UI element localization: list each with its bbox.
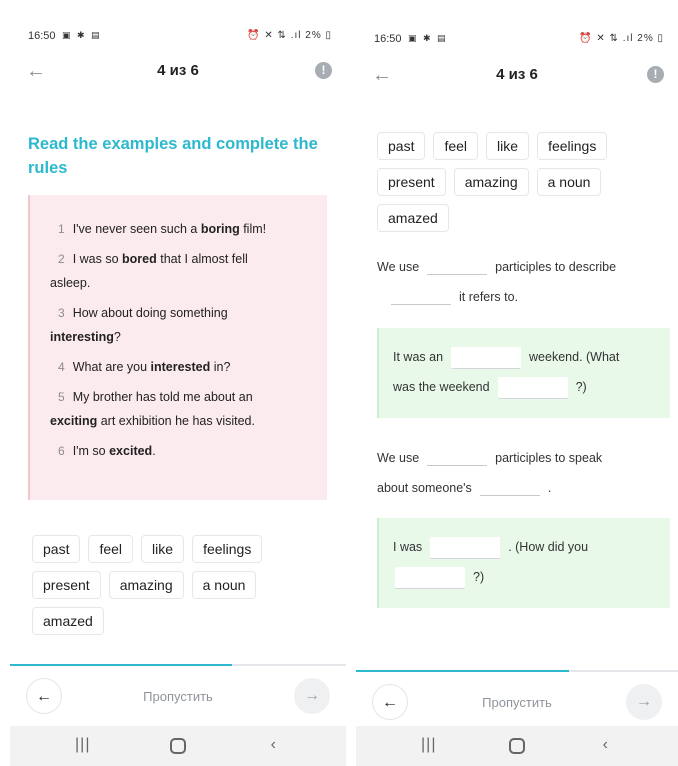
example-text: ?) (473, 570, 485, 584)
answer-blank[interactable] (480, 482, 540, 496)
word-chip-past[interactable]: past (32, 535, 80, 563)
word-chip-feel[interactable]: feel (433, 132, 478, 160)
rule-text: participles to speak (495, 451, 603, 465)
example-bold: exciting (50, 414, 98, 428)
examples-box (28, 195, 327, 500)
example-item (50, 247, 317, 295)
rule-2 (377, 443, 667, 503)
progress-fill (356, 670, 569, 672)
rule-1 (377, 252, 667, 312)
rule-text: about someone's (377, 481, 472, 495)
previous-button[interactable]: ← (26, 678, 62, 714)
rule-text: We use (377, 260, 420, 274)
example-item (58, 439, 317, 463)
notification-icons: ▣ ✱ ▤ (408, 33, 448, 43)
example-text: was the weekend (393, 380, 490, 394)
answer-blank[interactable] (395, 567, 465, 589)
word-chip-like[interactable]: like (141, 535, 184, 563)
right-screen (356, 22, 678, 766)
system-icons: ⏰ ✕ ⇅ .ıl 2% ▯ (579, 33, 664, 44)
word-chip-present[interactable]: present (32, 571, 101, 599)
system-back-icon[interactable]: ‹ (270, 736, 276, 753)
status-time: 16:50 (374, 33, 402, 45)
example-2-box (377, 518, 670, 608)
bottom-bar (10, 667, 346, 727)
example-text: in? (210, 360, 231, 374)
example-text: that I almost fell (156, 252, 248, 266)
example-number: 3 (58, 306, 65, 320)
top-bar (356, 62, 678, 90)
word-chip-a-noun[interactable]: a noun (192, 571, 257, 599)
example-text: My brother has told me about an (72, 390, 253, 404)
recent-apps-icon[interactable]: ||| (75, 736, 91, 753)
example-text: I've never seen such a (72, 222, 201, 236)
word-chip-amazed[interactable]: amazed (377, 204, 449, 232)
word-chip-amazing[interactable]: amazing (109, 571, 184, 599)
previous-button[interactable]: ← (372, 684, 408, 720)
step-counter: 4 из 6 (496, 66, 538, 83)
example-bold: interested (150, 360, 211, 374)
home-icon[interactable] (170, 738, 186, 754)
status-time: 16:50 (28, 30, 56, 42)
example-text: I'm so (72, 444, 110, 458)
example-text: weekend. (What (529, 350, 620, 364)
word-bank (377, 132, 667, 232)
example-number: 5 (58, 390, 65, 404)
example-text: What are you (72, 360, 151, 374)
progress-bar (10, 664, 346, 666)
skip-button[interactable]: Пропустить (143, 689, 213, 704)
example-text: I was so (72, 252, 123, 266)
android-nav-bar (10, 726, 346, 766)
example-number: 6 (58, 444, 65, 458)
word-chip-amazing[interactable]: amazing (454, 168, 529, 196)
progress-fill (10, 664, 232, 666)
system-icons: ⏰ ✕ ⇅ .ıl 2% ▯ (247, 30, 332, 41)
back-arrow-icon[interactable]: ← (26, 60, 46, 82)
word-chip-a-noun[interactable]: a noun (537, 168, 602, 196)
example-1-box (377, 328, 670, 418)
left-screen (10, 22, 346, 766)
example-bold: excited (109, 444, 153, 458)
example-text: How about doing something (72, 306, 228, 320)
system-back-icon[interactable]: ‹ (602, 736, 608, 753)
example-bold: interesting (50, 330, 114, 344)
skip-button[interactable]: Пропустить (482, 695, 552, 710)
next-button[interactable]: → (294, 678, 330, 714)
example-item (58, 355, 317, 379)
progress-bar (356, 670, 678, 672)
answer-blank[interactable] (427, 452, 487, 466)
example-text: I was (393, 540, 423, 554)
word-chip-feelings[interactable]: feelings (192, 535, 262, 563)
back-arrow-icon[interactable]: ← (372, 64, 392, 86)
notification-icons: ▣ ✱ ▤ (62, 30, 102, 40)
step-counter: 4 из 6 (157, 62, 199, 79)
word-chip-present[interactable]: present (377, 168, 446, 196)
rule-text: We use (377, 451, 420, 465)
word-bank (32, 535, 322, 635)
example-text: It was an (393, 350, 444, 364)
word-chip-amazed[interactable]: amazed (32, 607, 104, 635)
example-text: ?) (575, 380, 587, 394)
example-text: . (152, 444, 156, 458)
example-number: 1 (58, 222, 65, 236)
example-text: art exhibition he has visited. (97, 414, 255, 428)
answer-blank[interactable] (391, 291, 451, 305)
top-bar (10, 58, 346, 86)
bottom-bar (356, 673, 678, 733)
status-bar (10, 30, 346, 46)
example-number: 4 (58, 360, 65, 374)
example-text: . (How did you (508, 540, 589, 554)
example-item (50, 385, 317, 433)
next-button[interactable]: → (626, 684, 662, 720)
example-item (58, 217, 317, 241)
example-text: film! (239, 222, 267, 236)
home-icon[interactable] (509, 738, 525, 754)
word-chip-like[interactable]: like (486, 132, 529, 160)
answer-blank[interactable] (427, 261, 487, 275)
example-bold: boring (200, 222, 240, 236)
word-chip-feel[interactable]: feel (88, 535, 133, 563)
example-number: 2 (58, 252, 65, 266)
task-heading: Read the examples and complete the rules (28, 135, 318, 177)
answer-blank[interactable] (430, 537, 500, 559)
report-icon[interactable]: ! (315, 62, 332, 79)
example-bold: bored (122, 252, 157, 266)
status-bar (356, 33, 678, 49)
example-text: ? (113, 330, 121, 344)
answer-blank[interactable] (498, 377, 568, 399)
example-item (50, 301, 317, 349)
rule-text: participles to describe (495, 260, 617, 274)
answer-blank[interactable] (451, 347, 521, 369)
rule-text: it refers to. (459, 290, 519, 304)
word-chip-feelings[interactable]: feelings (537, 132, 607, 160)
example-text: asleep. (50, 276, 91, 290)
recent-apps-icon[interactable]: ||| (421, 736, 437, 753)
android-nav-bar (356, 726, 678, 766)
report-icon[interactable]: ! (647, 66, 664, 83)
word-chip-past[interactable]: past (377, 132, 425, 160)
rule-text: . (547, 481, 552, 495)
